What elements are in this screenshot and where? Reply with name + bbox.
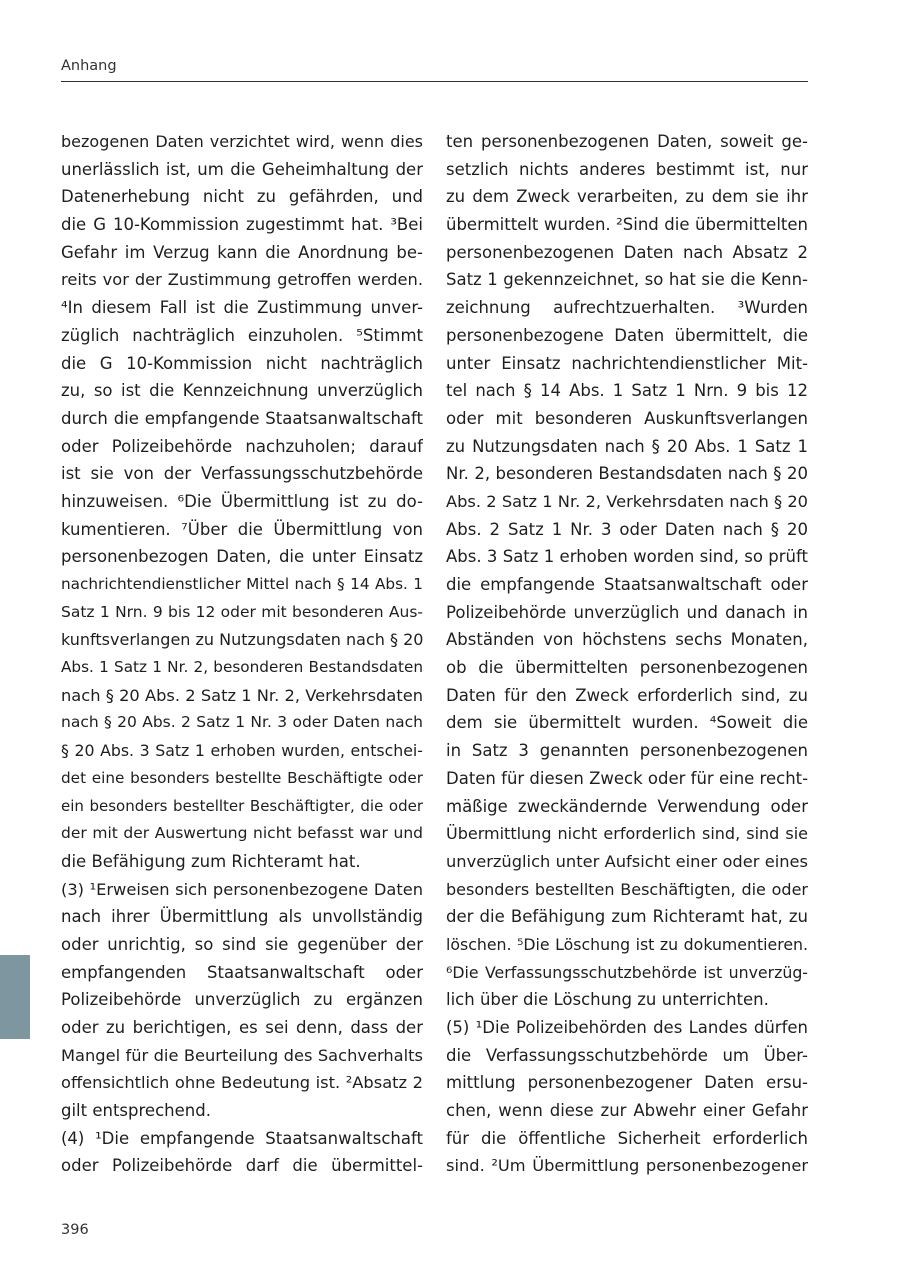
text-line: (4) ¹Die empfangende Staatsanwaltschaft (61, 1128, 423, 1148)
text-line: für die öffentliche Sicherheit erforderlich (446, 1128, 808, 1148)
text-line: der die Befähigung zum Richteramt hat, zu (446, 907, 808, 927)
running-head: Anhang (61, 58, 117, 74)
text-line: die Verfassungsschutzbehörde um Über- (446, 1045, 808, 1065)
text-line: oder Polizeibehörde nachzuholen; darauf (61, 436, 423, 456)
text-line: offensichtlich ohne Bedeutung ist. ²Absatz 2 (61, 1073, 423, 1093)
text-line: die G 10-Kommission zugestimmt hat. ³Bei (61, 215, 423, 235)
text-line: Datenerhebung nicht zu gefährden, und (61, 187, 423, 207)
chapter-edge-tab (0, 955, 30, 1039)
text-line: det eine besonders bestellte Beschäftigte oder (61, 768, 423, 787)
text-line: personenbezogen Daten, die unter Einsatz (61, 547, 423, 567)
text-line: nach ihrer Übermittlung als unvollständig (61, 907, 423, 927)
text-line: reits vor der Zustimmung getroffen werden. (61, 270, 423, 290)
text-line: (3) ¹Erweisen sich personenbezogene Daten (61, 879, 423, 899)
text-line: Satz 1 Nrn. 9 bis 12 oder mit besonderen Aus- (61, 602, 423, 621)
text-line: ist sie von der Verfassungsschutzbehörde (61, 464, 423, 484)
text-line: nach § 20 Abs. 2 Satz 1 Nr. 2, Verkehrsdaten (61, 685, 423, 705)
text-line: Polizeibehörde unverzüglich und danach in (446, 602, 808, 622)
text-line: unter Einsatz nachrichtendienstlicher Mit- (446, 353, 808, 373)
text-line: mittlung personenbezogener Daten ersu- (446, 1073, 808, 1093)
text-line: Daten für diesen Zweck oder für eine recht- (446, 768, 808, 788)
text-line: personenbezogene Daten übermittelt, die (446, 325, 808, 345)
text-line: Übermittlung nicht erforderlich sind, sind sie (446, 824, 808, 844)
text-line: ⁶Die Verfassungsschutzbehörde ist unverzüg- (446, 962, 808, 982)
text-line: bezogenen Daten verzichtet wird, wenn dies (61, 132, 423, 151)
text-line: empfangenden Staatsanwaltschaft oder (61, 962, 423, 982)
text-line: der mit der Auswertung nicht befasst war und (61, 824, 423, 843)
text-line: oder mit besonderen Auskunftsverlangen (446, 408, 808, 428)
text-line: Mangel für die Beurteilung des Sachverhalts (61, 1045, 423, 1065)
text-line: gilt entsprechend. (61, 1101, 211, 1121)
text-line: Abs. 3 Satz 1 erhoben worden sind, so prüft (446, 547, 808, 567)
text-line: durch die empfangende Staatsanwaltschaft (61, 408, 423, 428)
text-line: Polizeibehörde unverzüglich zu ergänzen (61, 990, 423, 1010)
text-line: sind. ²Um Übermittlung personenbezogener (446, 1156, 808, 1176)
text-line: Satz 1 gekennzeichnet, so hat sie die Kenn- (446, 270, 808, 290)
text-line: in Satz 3 genannten personenbezogenen (446, 741, 808, 761)
text-line: personenbezogenen Daten nach Absatz 2 (446, 242, 808, 262)
text-line: besonders bestellten Beschäftigten, die oder (446, 879, 808, 899)
text-line: zeichnung aufrechtzuerhalten. ³Wurden (446, 298, 808, 318)
text-line: hinzuweisen. ⁶Die Übermittlung ist zu do- (61, 491, 423, 511)
text-line: ob die übermittelten personenbezogenen (446, 658, 808, 678)
text-line: lich über die Löschung zu unterrichten. (446, 990, 769, 1010)
text-line: die G 10-Kommission nicht nachträglich (61, 353, 423, 373)
right-column (446, 128, 808, 1180)
text-line: die empfangende Staatsanwaltschaft oder (446, 575, 808, 594)
text-line: zu Nutzungsdaten nach § 20 Abs. 1 Satz 1 (446, 436, 808, 456)
text-line: mäßige zweckändernde Verwendung oder (446, 796, 808, 816)
text-line: ⁴In diesem Fall ist die Zustimmung unver- (61, 298, 423, 318)
header-rule (61, 81, 808, 82)
text-line: oder Polizeibehörde darf die übermittel- (61, 1156, 423, 1176)
text-line: Abs. 2 Satz 1 Nr. 2, Verkehrsdaten nach § 20 (446, 491, 808, 511)
text-line: zu dem Zweck verarbeiten, zu dem sie ihr (446, 187, 808, 207)
text-line: nach § 20 Abs. 2 Satz 1 Nr. 3 oder Daten nach (61, 713, 423, 732)
text-line: kunftsverlangen zu Nutzungsdaten nach § 20 (61, 630, 423, 650)
text-line: tel nach § 14 Abs. 1 Satz 1 Nrn. 9 bis 12 (446, 381, 808, 401)
text-line: Gefahr im Verzug kann die Anordnung be- (61, 242, 423, 262)
text-line: Abständen von höchstens sechs Monaten, (446, 630, 808, 650)
text-line: ein besonders bestellter Beschäftigter, die oder (61, 796, 423, 815)
text-line: kumentieren. ⁷Über die Übermittlung von (61, 519, 423, 539)
page-number: 396 (61, 1222, 89, 1238)
text-line: chen, wenn diese zur Abwehr einer Gefahr (446, 1101, 808, 1121)
text-line: Daten für den Zweck erforderlich sind, zu (446, 685, 808, 705)
text-line: unverzüglich unter Aufsicht einer oder eines (446, 851, 808, 871)
text-line: löschen. ⁵Die Löschung ist zu dokumentieren. (446, 934, 808, 954)
text-line: (5) ¹Die Polizeibehörden des Landes dürfen (446, 1018, 808, 1037)
text-line: oder unrichtig, so sind sie gegenüber der (61, 934, 423, 954)
text-line: züglich nachträglich einzuholen. ⁵Stimmt (61, 325, 423, 345)
text-line: nachrichtendienstlicher Mittel nach § 14 Abs. 1 (61, 575, 423, 593)
text-line: § 20 Abs. 3 Satz 1 erhoben wurden, entschei- (61, 741, 423, 761)
text-line: unerlässlich ist, um die Geheimhaltung der (61, 159, 423, 179)
left-column (61, 128, 423, 1180)
text-line: zu, so ist die Kennzeichnung unverzüglich (61, 381, 423, 401)
text-line: Abs. 2 Satz 1 Nr. 3 oder Daten nach § 20 (446, 519, 808, 539)
text-line: übermittelt wurden. ²Sind die übermittelten (446, 215, 808, 235)
text-line: Abs. 1 Satz 1 Nr. 2, besonderen Bestandsdaten (61, 658, 423, 677)
text-line: ten personenbezogenen Daten, soweit ge- (446, 132, 808, 151)
text-line: setzlich nichts anderes bestimmt ist, nur (446, 159, 808, 179)
text-line: dem sie übermittelt wurden. ⁴Soweit die (446, 713, 808, 733)
text-line: die Befähigung zum Richteramt hat. (61, 851, 361, 871)
text-line: oder zu berichtigen, es sei denn, dass der (61, 1018, 423, 1037)
text-line: Nr. 2, besonderen Bestandsdaten nach § 20 (446, 464, 808, 484)
